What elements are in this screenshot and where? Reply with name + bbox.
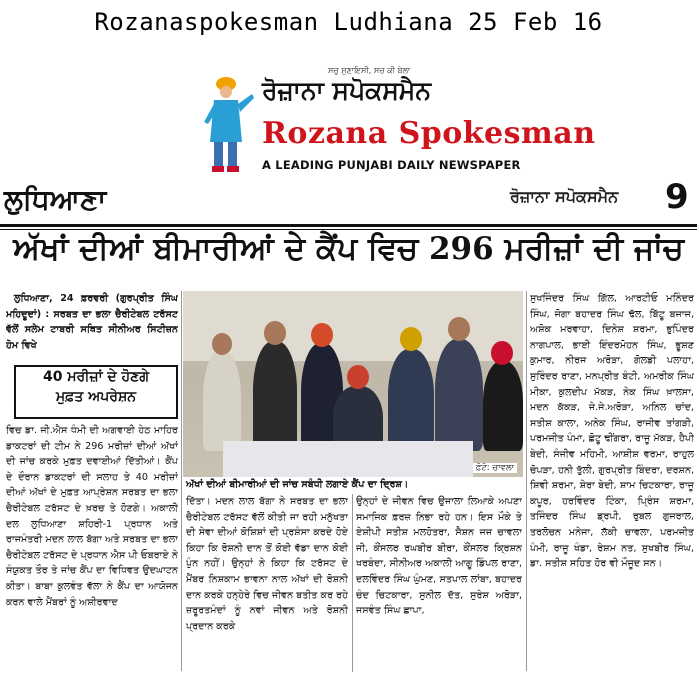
article-column-3 — [356, 494, 522, 674]
article-lead: ਲੁਧਿਆਣਾ, 24 ਫ਼ਰਵਰੀ (ਗੁਰਪ੍ਰੀਤ ਸਿੰਘ ਮਹਿਦੂਦਾਂ) : ਸਰਬਤ ਦਾ ਭਲਾ ਚੈਰੀਟੇਬਲ ਟਰੱਸਟ ਵੱਲੋਂ ਸਲੇਮ ਟਾਬਰੀ ਸਥਿਤ ਸੀਨੀਅਰ ਸਿਟੀਜ਼ਨ ਹੋਮ ਵਿਖੇ — [6, 293, 178, 351]
photo-person-head — [311, 323, 333, 347]
photo-person — [253, 341, 297, 451]
column-divider — [352, 494, 353, 672]
page-header — [0, 177, 697, 229]
source-caption: Rozanaspokesman Ludhiana 25 Feb 16 — [94, 8, 603, 36]
photo-person — [435, 339, 483, 451]
masthead — [200, 66, 596, 176]
photo-person — [203, 351, 241, 451]
header-rule-thin — [0, 229, 697, 230]
photo-person-head — [347, 365, 369, 389]
masthead-name-punjabi: ਰੋਜ਼ਾਨਾ ਸਪੋਕਸਮੈਨ — [262, 76, 431, 105]
photo-person-head — [264, 321, 286, 345]
photo-person-head — [400, 327, 422, 351]
article-column-1 — [6, 291, 178, 671]
photo-person — [388, 349, 434, 451]
article-body-3: ਉਨ੍ਹਾਂ ਦੇ ਜੀਵਨ ਵਿਚ ਉਜਾਲਾ ਲਿਆਕੇ ਅਪਣਾ ਸਮਾਜਿਕ ਫ਼ਰਜ਼ ਨਿਭਾ ਰਹੇ ਹਨ। ਇਸ ਮੌਕੇ ਤੇ ਏਸ਼ੀਪੀ ਸਤੀਸ਼ ਮਲਹੋਤਰਾ, ਸੈਸ਼ਨ ਜਜ ਚਾਵਲਾ ਜੀ, ਕੌਂਸਲਰ ਰਘਬੀਰ ਬੀਰਾ, ਕੌਂਸਲਰ ਕ੍ਰਿਸ਼ਨ ਖਰਬੰਦਾ, ਸੀਨੀਅਰ ਅਕਾਲੀ ਆਗੂ ਡਿੰਪਲ ਰਾਣਾ, ਦਲਵਿੰਦਰ ਸਿੰਘ ਘੁੰਮਣ, ਸਤਪਾਲ ਲਾਂਬਾ, ਬਹਾਦਰ ਚੰਦ ਚਿਟਕਾਰਾ, ਸੁਨੀਲ ਦੱਤ, ਸੁਰੇਸ਼ ਅਰੋੜਾ, ਜਸਵੰਤ ਸਿੰਘ ਛਾਪਾ, — [356, 496, 522, 617]
photo-person-head — [491, 341, 513, 365]
subhead-box — [14, 365, 178, 419]
column-divider — [181, 291, 182, 671]
masthead-name-english: Rozana Spokesman — [262, 116, 596, 151]
article-column-2 — [186, 494, 348, 674]
article-body-2: ਦਿੱਤਾ। ਮਦਨ ਲਾਲ ਬੱਗਾ ਨੇ ਸਰਬਤ ਦਾ ਭਲਾ ਚੈਰੀਟੇਬਲ ਟਰੱਸਟ ਵੱਲੋਂ ਕੀਤੀ ਜਾ ਰਹੀ ਮਨੁੱਖਤਾ ਦੀ ਸੇਵਾ ਦੀਆਂ ਕੋਸ਼ਿਸ਼ਾਂ ਦੀ ਪ੍ਰਸ਼ੰਸਾ ਕਰਦੇ ਹੋਏ ਕਿਹਾ ਕਿ ਰੋਸ਼ਨੀ ਦਾਨ ਤੋਂ ਕੋਈ ਵੱਡਾ ਦਾਨ ਕੋਈ ਪੁੰਨ ਨਹੀਂ। ਉਨ੍ਹਾਂ ਨੇ ਕਿਹਾ ਕਿ ਟਰੱਸਟ ਦੇ ਮੈਂਬਰ ਨਿਸ਼ਕਾਮ ਭਾਵਨਾ ਨਾਲ ਅੱਖਾਂ ਦੀ ਰੋਸ਼ਨੀ ਦਾਨ ਕਰਕੇ ਹਨ੍ਹੇਰੇ ਵਿਚ ਜੀਵਨ ਬਤੀਤ ਕਰ ਰਹੇ ਜ਼ਰੂਰਤਮੰਦਾਂ ਨੂੰ ਨਵਾਂ ਜੀਵਨ ਅਤੇ ਰੋਸ਼ਨੀ ਪ੍ਰਦਾਨ ਕਰਕੇ — [186, 496, 348, 632]
masthead-subtitle: A LEADING PUNJABI DAILY NEWSPAPER — [262, 158, 521, 172]
photo-caption: ਅੱਖਾਂ ਦੀਆਂ ਬੀਮਾਰੀਆਂ ਦੀ ਜਾਂਚ ਸਬੰਧੀ ਲਗਾਏ ਕੈਂਪ ਦਾ ਦ੍ਰਿਸ਼। — [186, 479, 409, 490]
photo-person-head — [212, 333, 232, 355]
article-column-4 — [530, 291, 694, 671]
photo-credit: ਫ਼ੋਟੋ: ਚਾਵਲਾ — [473, 463, 517, 473]
headline: ਅੱਖਾਂ ਦੀਆਂ ਬੀਮਾਰੀਆਂ ਦੇ ਕੈਂਪ ਵਿਚ 296 ਮਰੀਜ਼ਾਂ ਦੀ ਜਾਂਚ — [13, 231, 684, 267]
photo-person — [483, 361, 523, 451]
photo-person-head — [448, 317, 470, 341]
article-body-4: ਸੁਖਜਿੰਦਰ ਸਿੰਘ ਗਿੱਲ, ਆਰਟੀਓ ਮਨਿੰਦਰ ਸਿੰਘ, ਜੋਗਾ ਬਹਾਦਰ ਸਿੰਘ ਢੱਲ, ਬਿੱਟੂ ਬਜਾਜ, ਅਸ਼ੋਕ ਮਰਵਾਹਾ, ਦਿਨੇਸ਼ ਸ਼ਰਮਾ, ਭੁਪਿੰਦਰ ਨਾਗਪਾਲ, ਭਾਈ ਇੰਦਰਮੋਹਨ ਸਿੰਘ, ਭੂਸ਼ਣ ਕੁਮਾਰ, ਨੀਰਜ ਅਰੋੜਾ, ਗੋਲਡੀ ਪਲਾਹਾ, ਸੁਰਿੰਦਰ ਰਾਣਾ, ਮਨਪ੍ਰੀਤ ਬੰਟੀ, ਅਮਰੀਕ ਸਿੰਘ ਮੀਕਾ, ਕੁਲਦੀਪ ਮੱਕੜ, ਨੇਕ ਸਿੰਘ ਖ਼ਾਲਸਾ, ਮਦਨ ਕੱਕੜ, ਜੇ.ਜੇ.ਅਰੋੜਾ, ਅਨਿਲ ਚਾਂਦ, ਸਤੀਸ਼ ਕਾਲਾ, ਅਨੇਕ ਸਿੰਘ, ਰਾਜੀਵ ਤਾਂਗੜੀ, ਪਰਮਜੀਤ ਪੰਮਾ, ਛੋਟੂ ਢੀਂਗਰਾ, ਰਾਜੂ ਮੱਕੜ, ਹੈਪੀ ਬੇਦੀ, ਸੰਜੀਵ ਮਹਿਮੀ, ਆਸ਼ੀਸ਼ ਵਰਮਾ, ਰਾਹੁਲ ਚੋਪੜਾ, ਹਨੀ ਤੁੱਲੀ, ਗੁਰਪ੍ਰੀਤ ਬਿੰਦਰਾ, ਦਰਸ਼ਨ, ਸ਼ਿਵੀ ਸ਼ਰਮਾ, ਸ਼ੇਰਾ ਬੇਦੀ, ਸ਼ਾਮ ਚਿਟਕਾਰਾ, ਰਾਜੂ ਕਪੂਰ, ਹਰਵਿੰਦਰ ਟਿੰਕਾ, ਪ੍ਰਿੰਸ ਸ਼ਰਮਾ, ਤਜਿੰਦਰ ਸਿੰਘ ਡ੍ਰਪੀ, ਰੁਬਲ ਗੁਜਰਾਲ, ਤਰਲੋਚਨ ਮਨੇਜਾ, ਲੱਕੀ ਚਾਵਲਾ, ਪਰਮਜੀਤ ਪੰਮੀ, ਰਾਜੂ ਖੰਡਾ, ਰੇਸ਼ਮ ਨਤ, ਸੁਖਬੀਰ ਸਿੰਘ, ਡਾ. ਸਤੀਸ਼ ਸਹਿਤ ਹੋਰ ਵੀ ਮੌਜੂਦ ਸਨ। — [530, 293, 694, 570]
photo-table — [223, 441, 473, 477]
section-name: ਲੁਧਿਆਣਾ — [4, 183, 107, 216]
news-photo — [183, 291, 523, 477]
column-divider — [526, 291, 527, 671]
subhead-line-1: 40 ਮਰੀਜ਼ਾਂ ਦੇ ਹੋਣਗੇ — [42, 369, 150, 385]
masthead-tagline: ਸਚੁ ਸੁਣਾਇਸੀ, ਸਚ ਕੀ ਬੇਲਾ — [328, 66, 411, 75]
header-rule — [0, 224, 697, 227]
subhead-line-2: ਮੁਫ਼ਤ ਅਪਰੇਸ਼ਨ — [55, 389, 137, 405]
paper-name: ਰੋਜ਼ਾਨਾ ਸਪੋਕਸਮੈਨ — [510, 187, 619, 206]
article-body-1: ਵਿਚ ਡਾ. ਜੀ.ਐਸ ਧੰਮੀ ਦੀ ਅਗਵਾਈ ਹੇਠ ਮਾਹਿਰ ਡਾਕਟਰਾਂ ਦੀ ਟੀਮ ਨੇ 296 ਮਰੀਜ਼ਾਂ ਦੀਆਂ ਅੱਖਾਂ ਦੀ ਜਾਂਚ ਕਰਕੇ ਮੁਫ਼ਤ ਦਵਾਈਆਂ ਦਿੱਤੀਆਂ। ਕੈਂਪ ਦੇ ਦੌਰਾਨ ਡਾਕਟਰਾਂ ਦੀ ਸਲਾਹ ਤੇ 40 ਮਰੀਜ਼ਾਂ ਦੀਆਂ ਅੱਖਾਂ ਦੇ ਮੁਫ਼ਤ ਆਪ੍ਰੇਸ਼ਨ ਸਰਬਤ ਦਾ ਭਲਾ ਚੈਰੀਟੇਬਲ ਟਰੱਸਟ ਦੇ ਖ਼ਰਚ ਤੇ ਹੋਣਗੇ। ਅਕਾਲੀ ਦਲ ਲੁਧਿਆਣਾ ਸ਼ਹਿਰੀ-1 ਪ੍ਰਧਾਨ ਅਤੇ ਰਾਜਮੰਤਰੀ ਮਦਨ ਲਾਲ ਬੱਗਾ ਅਤੇ ਸਰਬਤ ਦਾ ਭਲਾ ਚੈਰੀਟੇਬਲ ਟਰੱਸਟ ਦੇ ਪ੍ਰਧਾਨ ਐਸ ਪੀ ਓਬਰਾਏ ਨੇ ਸੰਯੁਕਤ ਤੌਰ ਤੇ ਜਾਂਚ ਕੈਂਪ ਦਾ ਵਿਧਿਵਤ ਉਦਘਾਟਨ ਕੀਤਾ। ਬਾਬਾ ਕੁਲਵੰਤ ਵੱਲਾ ਨੇ ਕੈਂਪ ਦਾ ਆਯੋਜਨ ਕਰਨ ਵਾਲੇ ਮੈਂਬਰਾਂ ਨੂੰ ਅਸ਼ੀਰਵਾਦ — [6, 424, 178, 608]
page-number: 9 — [665, 177, 689, 217]
turbaned-figure-icon — [200, 72, 256, 176]
